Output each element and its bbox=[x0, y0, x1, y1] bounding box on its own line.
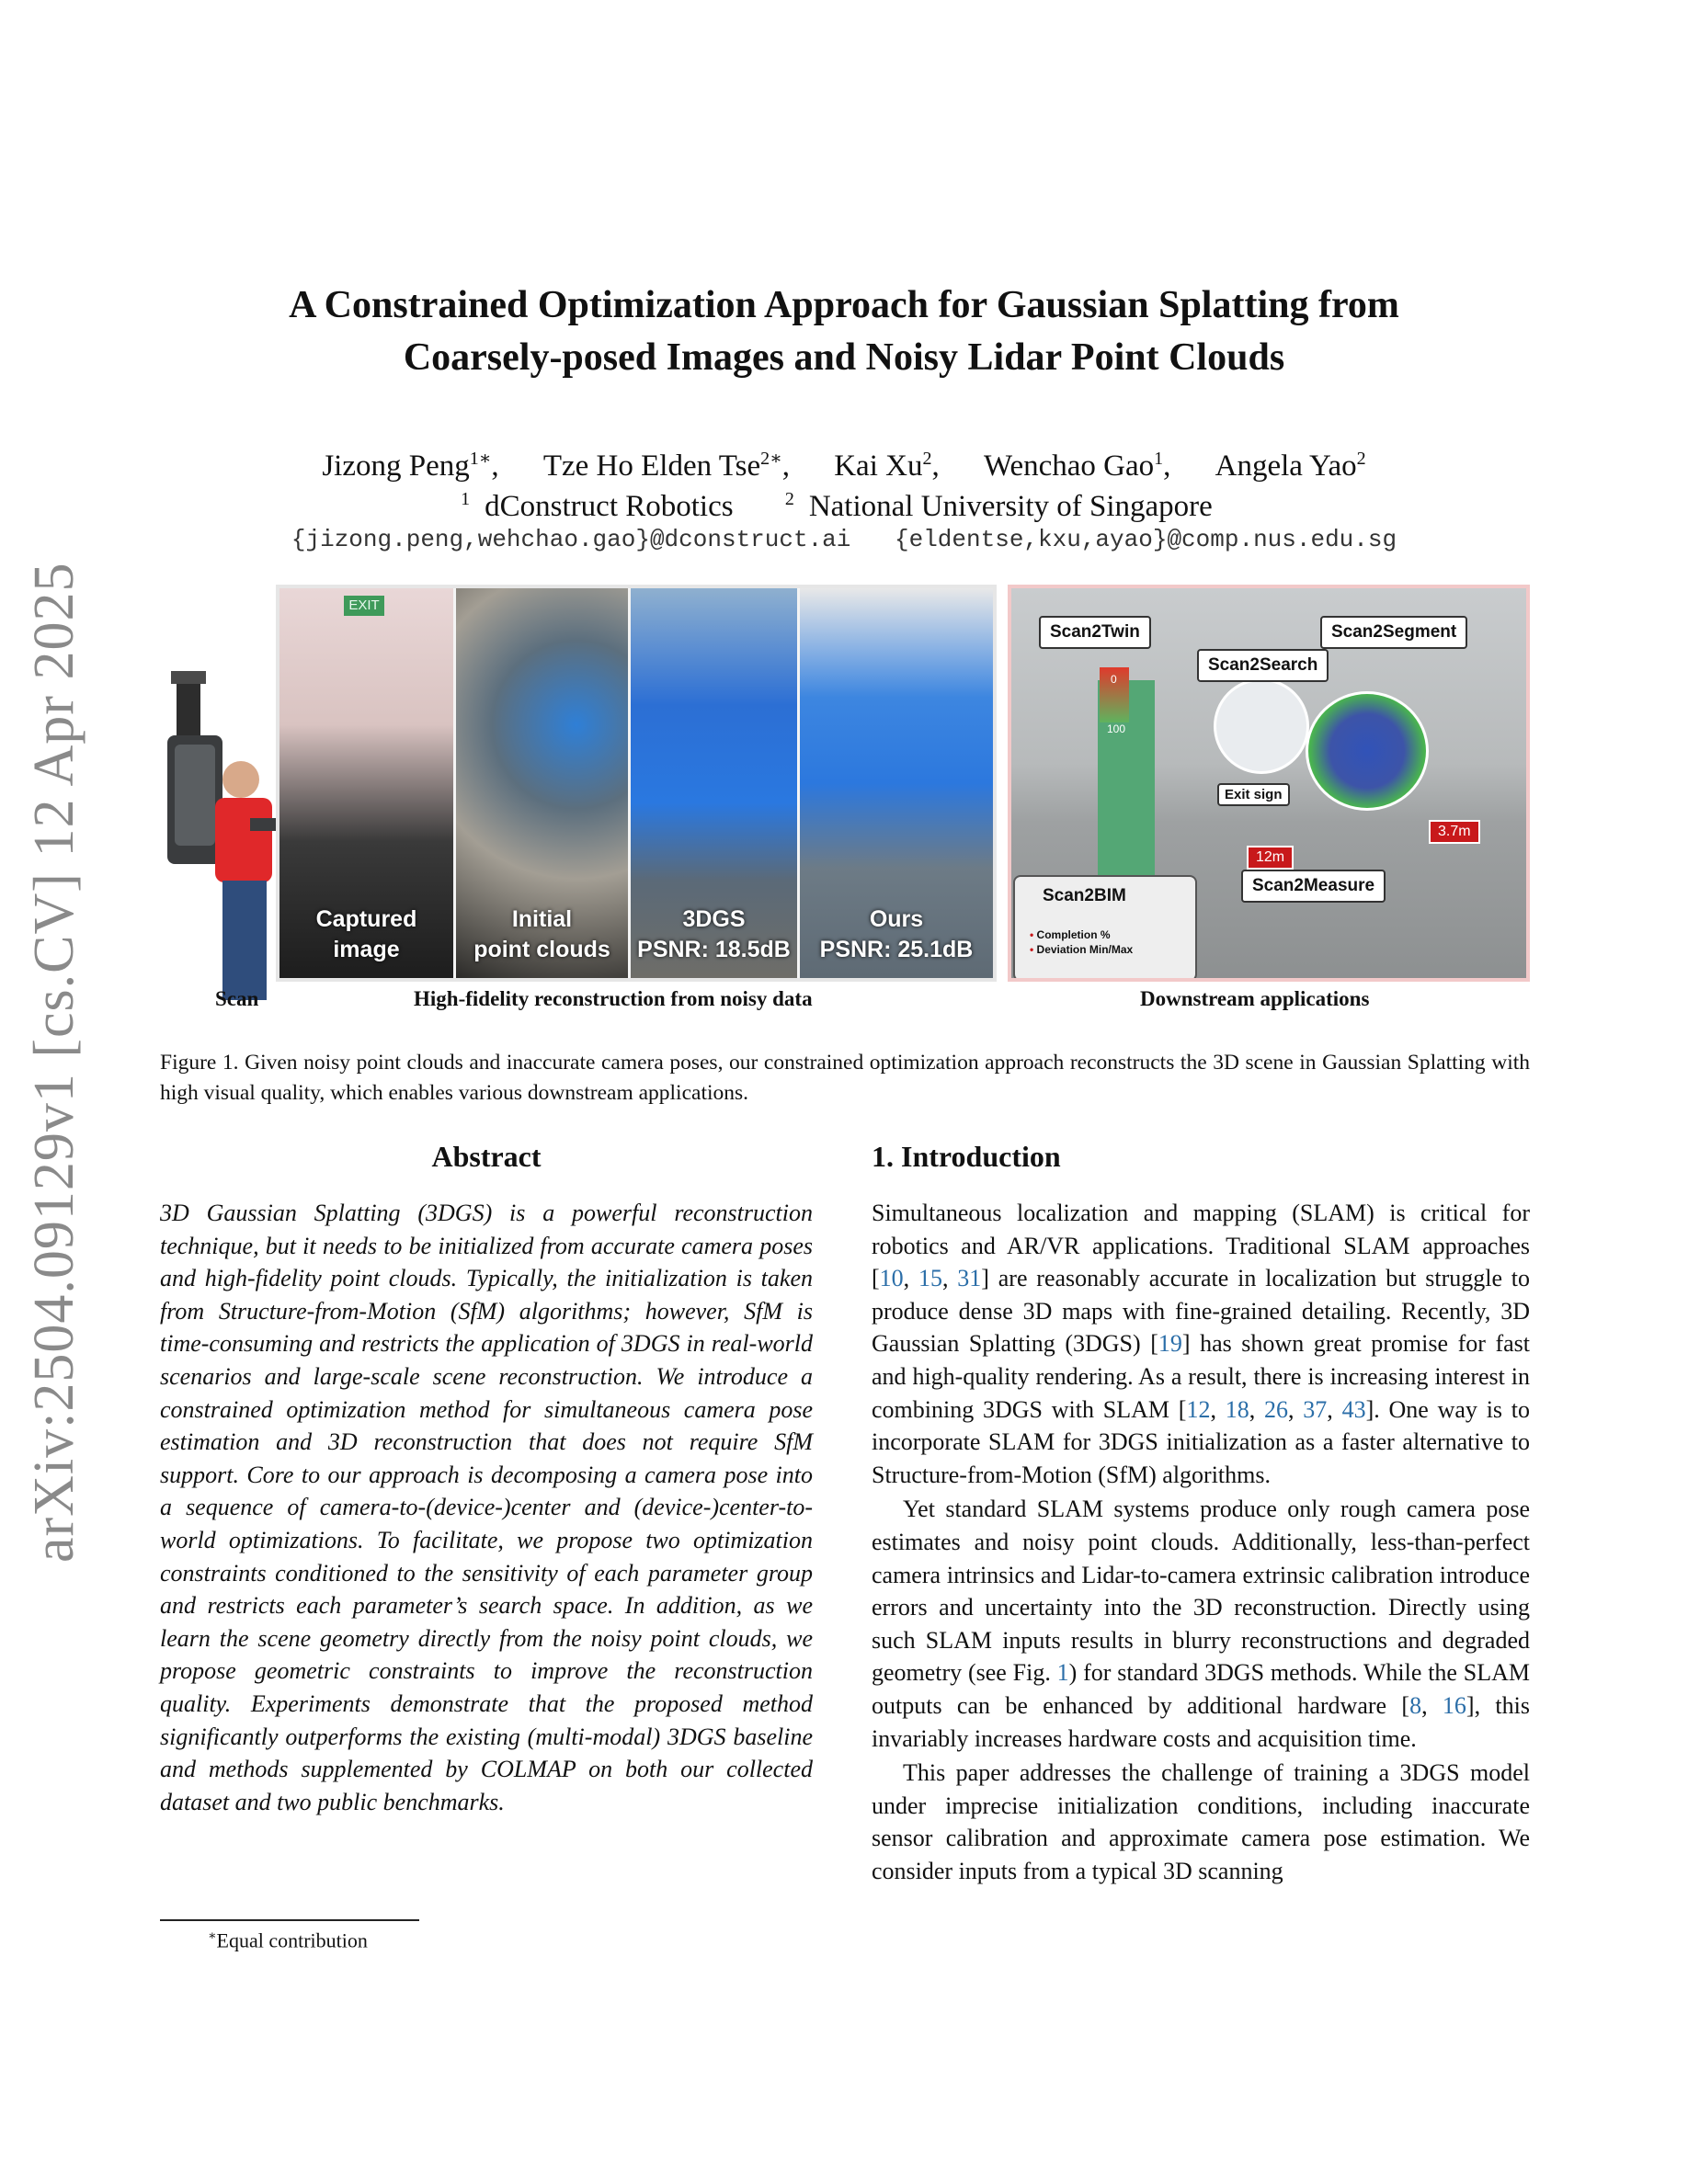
author: Kai Xu$^2$, bbox=[834, 449, 940, 483]
citation-link[interactable]: 37 bbox=[1303, 1395, 1328, 1423]
author: Jizong Peng$^{1∗}$, bbox=[322, 449, 499, 483]
captured-image-panel bbox=[279, 588, 456, 978]
3dgs-result-panel bbox=[631, 588, 800, 978]
citation-link[interactable]: 8 bbox=[1409, 1691, 1422, 1719]
citation-link[interactable]: 19 bbox=[1158, 1330, 1182, 1358]
scan2segment-zoom bbox=[1306, 691, 1429, 811]
citation-link[interactable]: 10 bbox=[879, 1265, 904, 1292]
ours-result-panel bbox=[800, 588, 993, 978]
panel-label: 3DGS PSNR: 18.5dB bbox=[637, 906, 791, 962]
measure-label: 3.7m bbox=[1429, 820, 1480, 844]
citation-link[interactable]: 43 bbox=[1341, 1395, 1366, 1423]
scan2segment-tag: Scan2Segment bbox=[1320, 616, 1467, 649]
panel-label: Captured image bbox=[315, 906, 417, 962]
backpack-scanner-illustration bbox=[158, 671, 278, 1002]
teaser-figure bbox=[158, 585, 1530, 989]
scan2search-zoom bbox=[1214, 678, 1309, 774]
initial-point-cloud-panel bbox=[456, 588, 631, 978]
intro-paragraph: This paper addresses the challenge of training a 3DGS model under imprecise initialization conditions, including inaccurate sensor calibration and approximate camera pose estimation. We consider inputs from a typical 3D scanning bbox=[872, 1759, 1530, 1884]
panel-label: Initial point clouds bbox=[473, 906, 610, 962]
abstract-section bbox=[160, 1140, 813, 1818]
author: Wenchao Gao$^1$, bbox=[983, 449, 1171, 483]
footnote: ∗Equal contribution bbox=[208, 1928, 368, 1952]
exit-sign: EXIT bbox=[344, 596, 384, 616]
footnote-rule bbox=[160, 1919, 419, 1921]
citation-link[interactable]: 12 bbox=[1186, 1395, 1211, 1423]
citation-link[interactable]: 18 bbox=[1225, 1395, 1249, 1423]
affiliation: $^1$ dConstruct Robotics bbox=[461, 489, 734, 523]
citation-link[interactable]: 26 bbox=[1264, 1395, 1289, 1423]
bim-item: • Completion % bbox=[1030, 928, 1111, 941]
gauge-top-label: 0 bbox=[1111, 673, 1117, 686]
downstream-label: Downstream applications bbox=[1140, 987, 1370, 1010]
downstream-applications-panel bbox=[1008, 585, 1530, 982]
email-group: {eldentse,kxu,ayao}@comp.nus.edu.sg bbox=[895, 526, 1397, 553]
arxiv-stamp: arXiv:2504.09129v1 [cs.CV] 12 Apr 2025 bbox=[22, 562, 86, 1563]
bim-item: • Deviation Min/Max bbox=[1030, 943, 1134, 956]
affiliations bbox=[165, 480, 1523, 526]
reconstruction-comparison-strip bbox=[276, 585, 997, 982]
intro-paragraph: Simultaneous localization and mapping (SLAM) is critical for robotics and AR/VR applications. Traditional SLAM approaches [10, 15, 31] are reasonably accurate in localization but struggle to produce dense 3D maps with fine-grained detailing. Recently, 3D Gaussian Splatting (3DGS) [19] has shown great promise for fast and high-quality rendering. As a result, there is increasing interest in combining 3DGS with SLAM [12, 18, 26, 37, 43]. One way is to incorporate SLAM for 3DGS initialization as a faster alternative to Structure-from-Motion (SfM) algorithms. bbox=[872, 1200, 1531, 1488]
affiliation: $^2$ National University of Singapore bbox=[784, 489, 1213, 523]
exit-sign-tag: Exit sign bbox=[1217, 783, 1290, 806]
scan-label: Scan bbox=[215, 987, 259, 1010]
abstract-body: 3D Gaussian Splatting (3DGS) is a powerful reconstruction technique, but it needs to be initialized from accurate camera poses and high-fidelity point clouds. Typically, the initialization is taken from Structure-from-Motion (SfM) algorithms; however, SfM is time-consuming and restricts the application of 3DGS in real-world scenarios and large-scale scene reconstruction. We introduce a constrained optimization method for simultaneous camera pose estimation and 3D reconstruction that does not require SfM support. Core to our approach is decomposing a camera pose into a sequence of camera-to-(device-)center and (device-)center-to-world optimizations. To facilitate, we propose two optimization constraints conditioned to the sensitivity of each parameter group and restricts each parameter’s search space. In addition, as we learn the scene geometry directly from the noisy point clouds, we propose geometric constraints to improve the reconstruction quality. Experiments demonstrate that the proposed method significantly outperforms the existing (multi-modal) 3DGS baseline and methods supplemented by COLMAP on both our collected dataset and two public benchmarks. bbox=[160, 1200, 813, 1815]
intro-paragraph: Yet standard SLAM systems produce only rough camera pose estimates and noisy point clouds. Additionally, less-than-perfect camera intrinsics and Lidar-to-camera extrinsic calibration introduce errors and uncertainty into the 3D reconstruction. Directly using such SLAM inputs results in blurry reconstructions and degraded geometry (see Fig. 1) for standard 3DGS methods. While the SLAM outputs can be enhanced by additional hardware [8, 16], this invariably increases hardware costs and acquisition time. bbox=[872, 1496, 1530, 1752]
author-emails bbox=[165, 526, 1523, 553]
scan2twin-tag: Scan2Twin bbox=[1039, 616, 1151, 649]
citation-link[interactable]: 15 bbox=[918, 1265, 942, 1292]
figure-caption: Figure 1. Given noisy point clouds and inaccurate camera poses, our constrained optimization approach reconstructs the 3D scene in Gaussian Splatting with high visual quality, which enables various downstream applications. bbox=[160, 1051, 1530, 1105]
scan2bim-card bbox=[1013, 875, 1197, 982]
author-list bbox=[165, 439, 1523, 485]
citation-link[interactable]: 16 bbox=[1442, 1691, 1466, 1719]
title-line-1: A Constrained Optimization Approach for Gaussian Splatting from bbox=[289, 284, 1399, 326]
citation-link[interactable]: 31 bbox=[957, 1265, 982, 1292]
abstract-heading: Abstract bbox=[431, 1140, 542, 1173]
scan2search-tag: Scan2Search bbox=[1197, 649, 1329, 682]
scan2measure-tag: Scan2Measure bbox=[1241, 870, 1386, 903]
gauge-mid-label: 100 bbox=[1107, 722, 1126, 735]
paper-title bbox=[165, 279, 1523, 384]
introduction-section bbox=[872, 1140, 1530, 1887]
measure-label: 12m bbox=[1247, 846, 1294, 870]
author: Tze Ho Elden Tse$^{2∗}$, bbox=[542, 449, 790, 483]
recon-label: High-fidelity reconstruction from noisy data bbox=[414, 987, 813, 1010]
introduction-heading: 1. Introduction bbox=[872, 1140, 1061, 1173]
author: Angela Yao$^2$ bbox=[1215, 449, 1366, 483]
title-line-2: Coarsely-posed Images and Noisy Lidar Point Clouds bbox=[403, 336, 1285, 379]
citation-link[interactable]: 1 bbox=[1056, 1659, 1069, 1687]
panel-label: Ours PSNR: 25.1dB bbox=[819, 906, 974, 962]
scan2bim-title: Scan2BIM bbox=[1043, 886, 1126, 905]
email-group: {jizong.peng,wehchao.gao}@dconstruct.ai bbox=[291, 526, 851, 553]
